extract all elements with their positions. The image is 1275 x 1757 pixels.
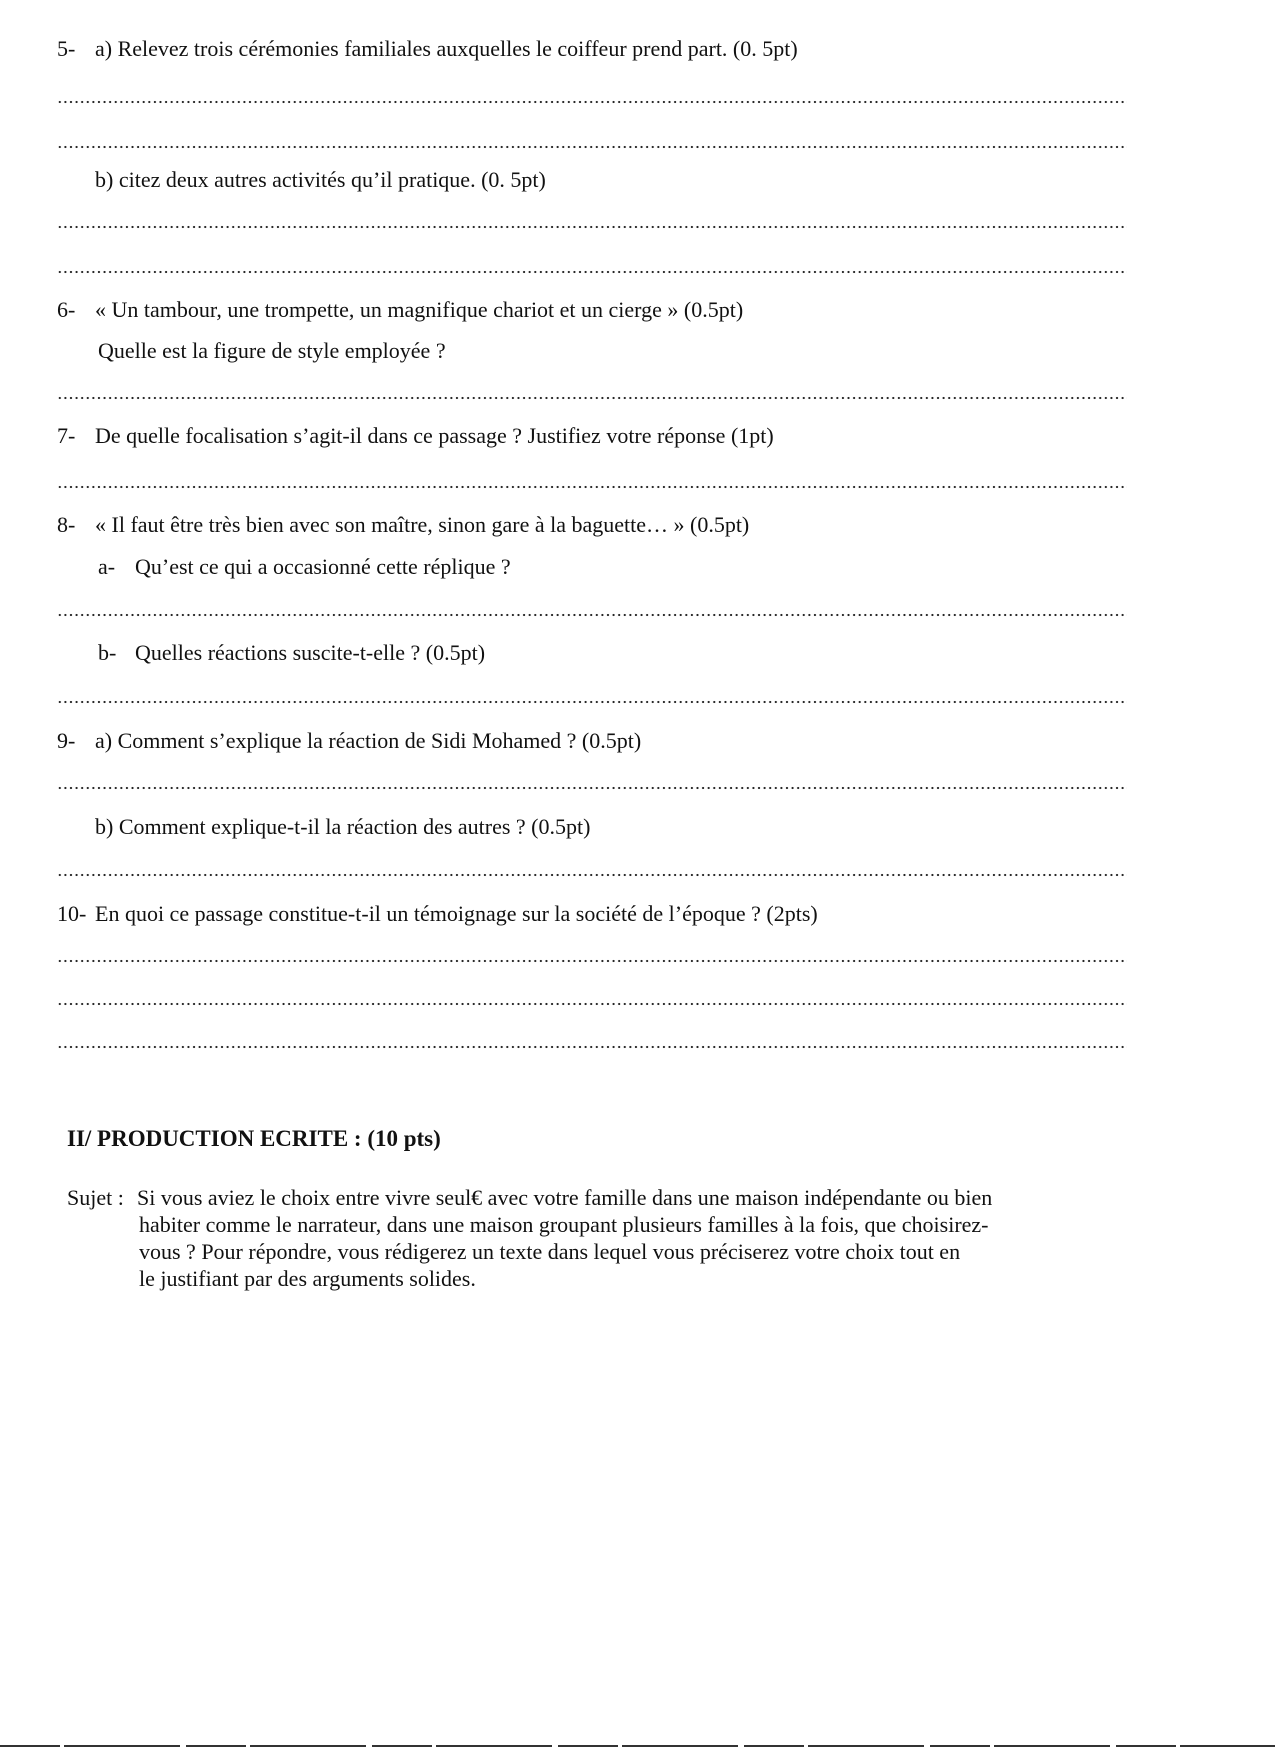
- question-6-quote: [57, 297, 743, 323]
- answer-line: [57, 873, 1127, 877]
- question-10: [57, 901, 818, 927]
- answer-line: [57, 485, 1127, 489]
- question-6-quote-text: « Un tambour, une trompette, un magnifique chariot et un cierge » (0.5pt): [95, 297, 744, 322]
- question-8-quote: [57, 512, 749, 538]
- answer-line: [57, 613, 1127, 617]
- question-10-text: En quoi ce passage constitue-t-il un témoignage sur la société de l’époque ? (2pts): [95, 901, 818, 926]
- answer-line: [57, 1002, 1127, 1006]
- question-5-a-text: a) Relevez trois cérémonies familiales auxquelles le coiffeur prend part. (0. 5pt): [95, 36, 798, 61]
- question-7-number: 7-: [57, 423, 76, 448]
- question-8-b-label: b-: [98, 640, 117, 665]
- answer-line: [57, 959, 1127, 963]
- subject-line-2: habiter comme le narrateur, dans une maison groupant plusieurs familles à la fois, que choisirez-: [139, 1212, 989, 1237]
- page-bottom-rule: [0, 1745, 1275, 1747]
- question-8-quote-text: « Il faut être très bien avec son maître, sinon gare à la baguette… » (0.5pt): [95, 512, 750, 537]
- answer-line: [57, 1045, 1127, 1049]
- question-8-number: 8-: [57, 512, 76, 537]
- answer-line: [57, 145, 1127, 149]
- question-6-prompt: Quelle est la figure de style employée ?: [98, 338, 446, 363]
- subject-line-4: le justifiant par des arguments solides.: [139, 1266, 476, 1291]
- question-9-a-text: a) Comment s’explique la réaction de Sidi Mohamed ? (0.5pt): [95, 728, 642, 753]
- question-5-b: b) citez deux autres activités qu’il pratique. (0. 5pt): [95, 167, 546, 192]
- production-heading: II/ PRODUCTION ECRITE : (10 pts): [67, 1126, 441, 1151]
- question-8-a: [98, 554, 511, 580]
- question-8-a-label: a-: [98, 554, 116, 579]
- question-5-a: [57, 36, 798, 62]
- answer-line: [57, 396, 1127, 400]
- question-10-number: 10-: [57, 901, 87, 926]
- question-7: [57, 423, 774, 449]
- subject-label: Sujet :: [67, 1185, 124, 1210]
- question-8-a-text: Qu’est ce qui a occasionné cette réplique ?: [135, 554, 511, 579]
- question-9-b: b) Comment explique-t-il la réaction des autres ? (0.5pt): [95, 814, 591, 839]
- answer-line: [57, 100, 1127, 104]
- answer-line: [57, 225, 1127, 229]
- subject-line-3: vous ? Pour répondre, vous rédigerez un texte dans lequel vous préciserez votre choix tout en: [139, 1239, 961, 1264]
- question-9-a: [57, 728, 641, 754]
- answer-line: [57, 700, 1127, 704]
- question-8-b: [98, 640, 485, 666]
- question-5-number: 5-: [57, 36, 76, 61]
- question-6-number: 6-: [57, 297, 76, 322]
- answer-line: [57, 786, 1127, 790]
- question-9-number: 9-: [57, 728, 76, 753]
- subject-line-1: Si vous aviez le choix entre vivre seul€ avec votre famille dans une maison indépendante ou bien: [137, 1185, 993, 1210]
- question-8-b-text: Quelles réactions suscite-t-elle ? (0.5pt): [135, 640, 486, 665]
- question-7-text: De quelle focalisation s’agit-il dans ce passage ? Justifiez votre réponse (1pt): [95, 423, 774, 448]
- answer-line: [57, 270, 1127, 274]
